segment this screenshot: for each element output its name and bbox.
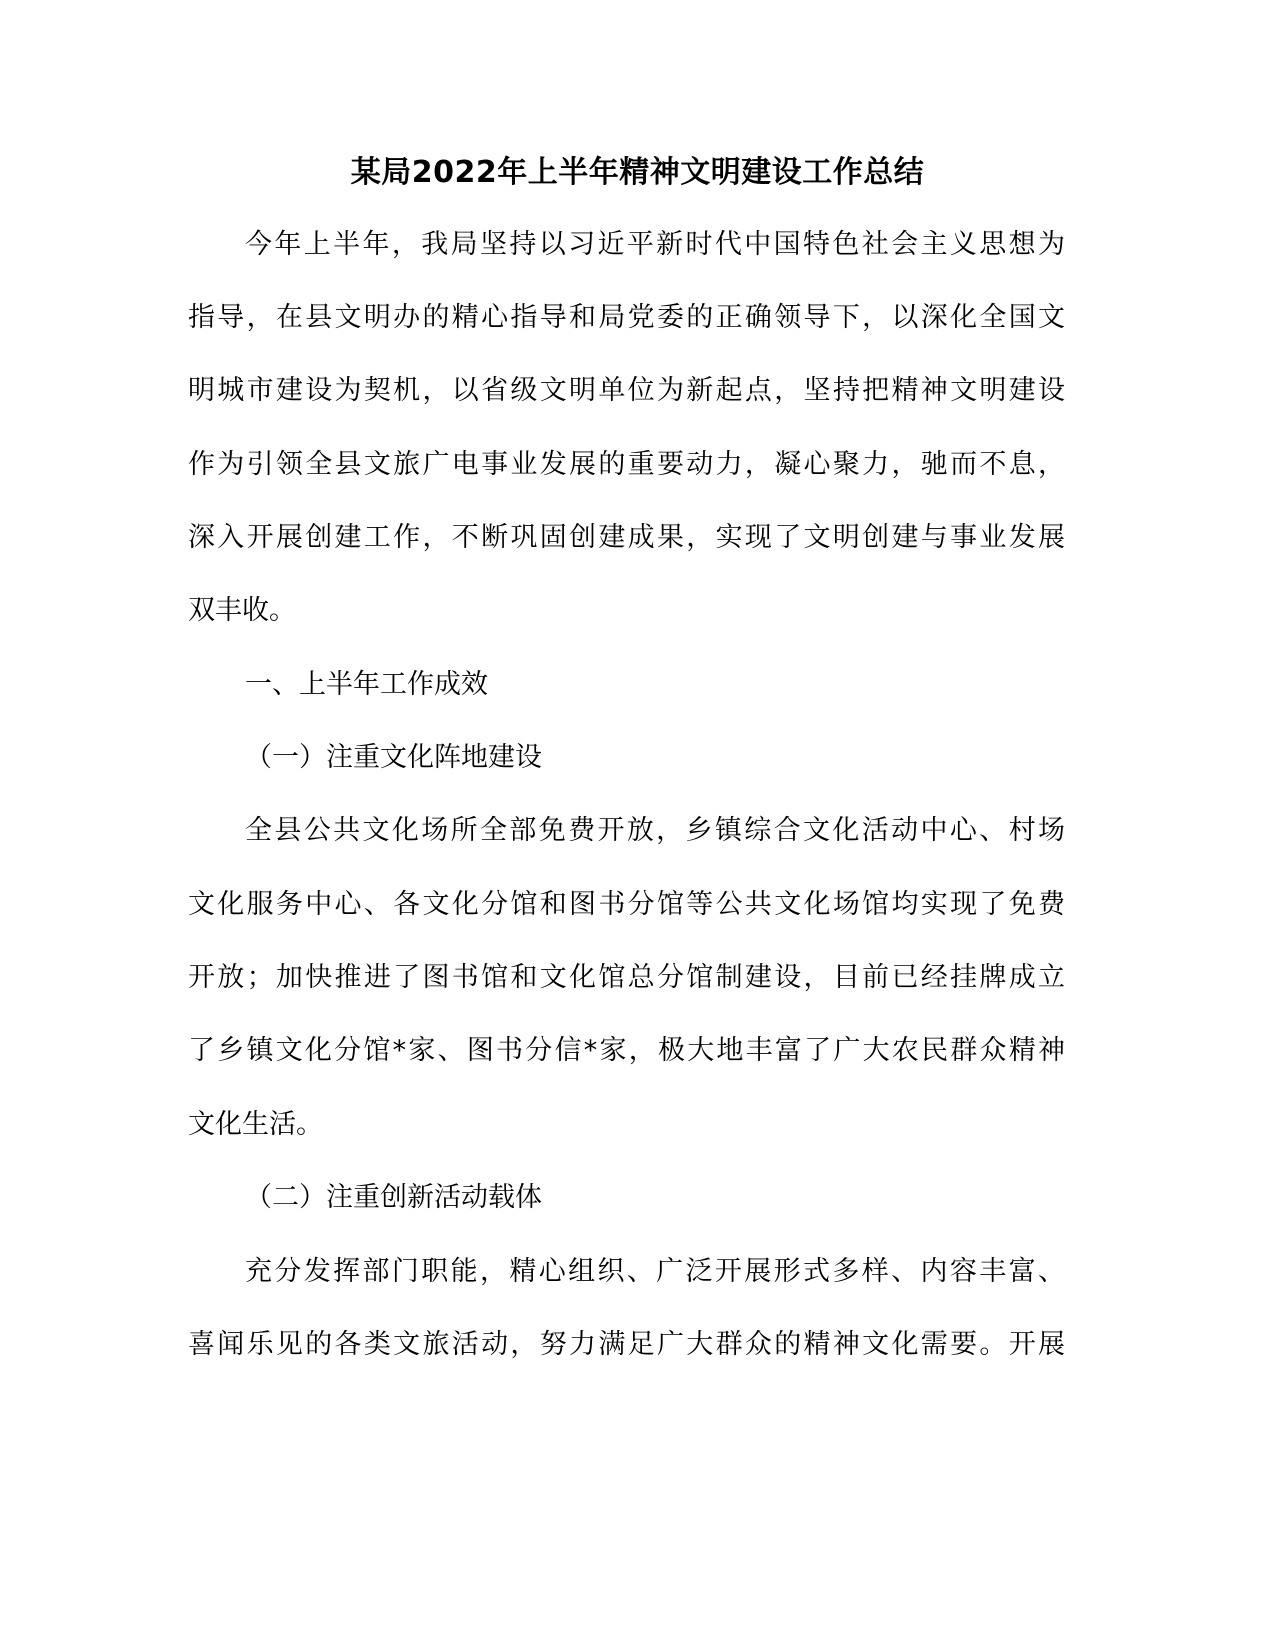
paragraph-1-line-4: 作为引领全县文旅广电事业发展的重要动力，凝心聚力，驰而不息，: [188, 449, 1065, 480]
paragraph-2-line-2: 文化服务中心、各文化分馆和图书分馆等公共文化场馆均实现了免费: [188, 889, 1065, 920]
section-heading-1: 一、上半年工作成效: [245, 669, 488, 700]
paragraph-2-line-1: 全县公共文化场所全部免费开放，乡镇综合文化活动中心、村场: [245, 815, 1065, 846]
paragraph-1-line-1: 今年上半年，我局坚持以习近平新时代中国特色社会主义思想为: [245, 229, 1065, 260]
document-title: 某局2022年上半年精神文明建设工作总结: [350, 155, 925, 190]
subsection-heading-1: （一）注重文化阵地建设: [245, 742, 542, 773]
paragraph-1-line-6: 双丰收。: [188, 595, 296, 626]
paragraph-3-line-1: 充分发挥部门职能，精心组织、广泛开展形式多样、内容丰富、: [245, 1256, 1065, 1287]
paragraph-2-line-4: 了乡镇文化分馆*家、图书分信*家，极大地丰富了广大农民群众精神: [188, 1035, 1065, 1066]
paragraph-2-line-5: 文化生活。: [188, 1109, 323, 1140]
paragraph-3-line-2: 喜闻乐见的各类文旅活动，努力满足广大群众的精神文化需要。开展: [188, 1329, 1065, 1360]
paragraph-1-line-5: 深入开展创建工作，不断巩固创建成果，实现了文明创建与事业发展: [188, 522, 1065, 553]
paragraph-1-line-2: 指导，在县文明办的精心指导和局党委的正确领导下，以深化全国文: [188, 302, 1065, 333]
paragraph-1-line-3: 明城市建设为契机，以省级文明单位为新起点，坚持把精神文明建设: [188, 375, 1065, 406]
paragraph-2-line-3: 开放；加快推进了图书馆和文化馆总分馆制建设，目前已经挂牌成立: [188, 962, 1065, 993]
subsection-heading-2: （二）注重创新活动载体: [245, 1182, 542, 1213]
